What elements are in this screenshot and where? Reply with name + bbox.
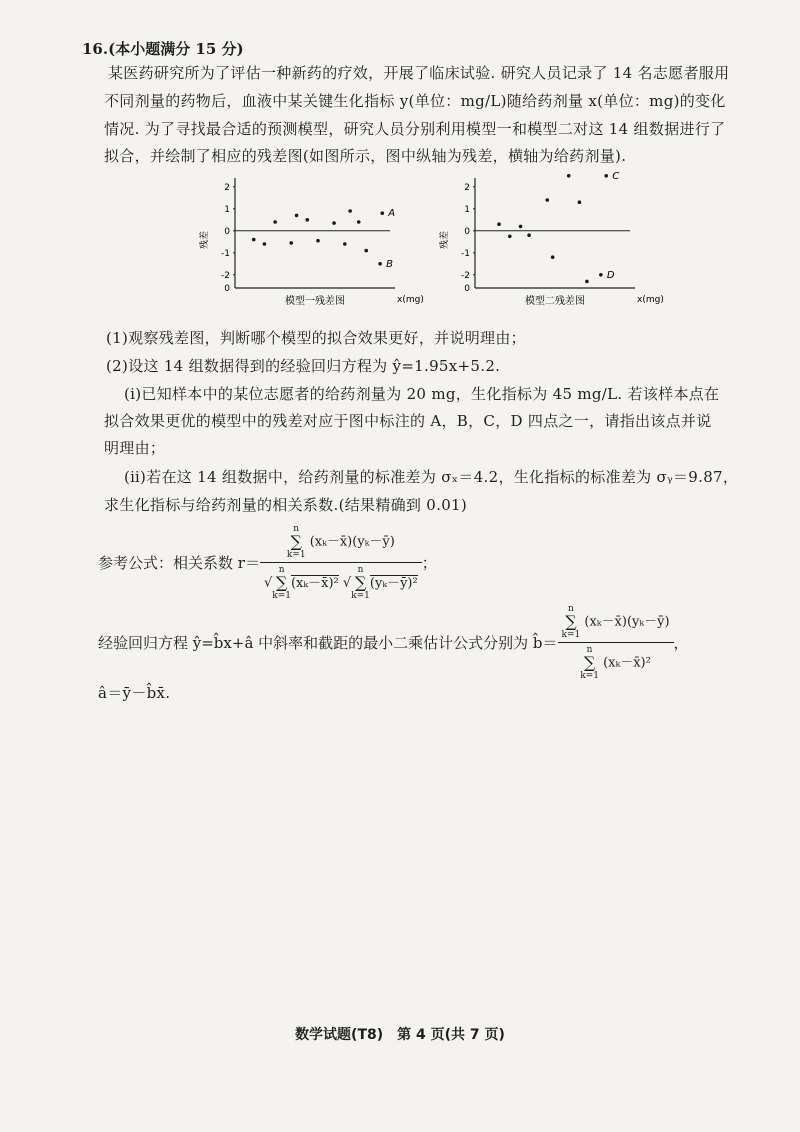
reference-formula-r <box>98 524 437 601</box>
sum-symbol: n ∑ k=1 <box>272 565 291 601</box>
part-1: (1)观察残差图，判断哪个模型的拟合效果更好，并说明理由； <box>106 329 526 347</box>
residual-point <box>599 273 603 277</box>
sum-bottom: k=1 <box>580 671 599 681</box>
y-tick-label: 0 <box>224 226 230 237</box>
residual-point <box>604 174 608 178</box>
question-number <box>82 38 244 59</box>
part-2-i-line-3: 明理由； <box>104 439 166 457</box>
reference-formula-b <box>98 604 689 681</box>
point-label-b: B <box>386 258 394 270</box>
y-axis-label: 残差 <box>200 230 210 250</box>
b-numerator <box>558 604 674 643</box>
question-score: (本小题满分 15 分) <box>108 40 244 58</box>
sum-bottom: k=1 <box>272 591 291 601</box>
sum-symbol: n ∑ k=1 <box>561 604 581 640</box>
residual-point <box>545 198 549 202</box>
point-label-a: A <box>388 208 396 220</box>
comma: ， <box>673 634 689 652</box>
part-2-ii-line-2: 求生化指标与给药剂量的相关系数.(结果精确到 0.01) <box>104 496 468 514</box>
part-2-ii-line-1: (ⅱ)若在这 14 组数据中，给药剂量的标准差为 σₓ＝4.2，生化指标的标准差为 σᵧ＝9.87， <box>124 468 739 486</box>
sum-top: n <box>586 645 593 655</box>
point-label-d: D <box>606 269 615 281</box>
intro-line-3: 情况. 为了寻找最合适的预测模型，研究人员分别利用模型一和模型二对这 14 组数据进行了 <box>104 120 726 138</box>
residual-point <box>316 239 320 243</box>
b-num-text: (xₖ－x̄)(yₖ－ȳ) <box>584 614 670 630</box>
y-axis-label: 残差 <box>440 230 450 250</box>
y-tick-label: 2 <box>224 182 230 193</box>
sum-top: n <box>293 524 300 534</box>
residual-point <box>551 255 555 259</box>
y-tick-label: -1 <box>461 248 470 259</box>
y-tick-label: 2 <box>464 182 470 193</box>
r-den2-text: (yₖ－ȳ)² <box>369 575 418 591</box>
sum-top: n <box>568 604 574 614</box>
x-axis-label: x(mg) <box>637 295 664 305</box>
r-den1-text: (xₖ－x̄)² <box>290 575 339 591</box>
origin-label: 0 <box>464 284 470 294</box>
reference-b-label: 经验回归方程 ŷ=b̂x+â 中斜率和截距的最小二乘估计公式分别为 b̂＝ <box>98 634 558 652</box>
question-number-text: 16. <box>82 40 109 58</box>
part-2: (2)设这 14 组数据得到的经验回归方程为 ŷ=1.95x+5.2. <box>106 357 501 375</box>
residual-point <box>273 220 277 224</box>
part-2-i-line-1: (ⅰ)已知样本中的某位志愿者的给药剂量为 20 mg，生化指标为 45 mg/L. 若该样本点在 <box>124 385 720 403</box>
residual-chart-model-2 <box>435 170 665 310</box>
residual-point <box>252 238 256 242</box>
page-footer: 数学试题(T8) 第 4 页(共 7 页) <box>295 1027 505 1043</box>
r-denominator: √ n ∑ k=1 (xₖ－x̄)² √ n ∑ k=1 (yₖ－ȳ)² <box>263 565 418 601</box>
r-num-text: (xₖ－x̄)(yₖ－ȳ) <box>309 534 395 550</box>
intro-line-1: 某医药研究所为了评估一种新药的疗效，开展了临床试验. 研究人员记录了 14 名志愿者服用 <box>108 64 730 82</box>
residual-point <box>289 241 293 245</box>
y-tick-label: -1 <box>221 248 230 259</box>
residual-point <box>357 220 361 224</box>
residual-point <box>585 280 589 284</box>
y-tick-label: -2 <box>221 270 230 281</box>
y-tick-label: -2 <box>461 270 470 281</box>
reference-formula-a: â＝ȳ－b̂x̄. <box>98 684 171 702</box>
intro-line-4: 拟合，并绘制了相应的残差图(如图所示，图中纵轴为残差，横轴为给药剂量). <box>104 147 627 165</box>
residual-point <box>348 209 352 213</box>
residual-point <box>295 214 299 218</box>
residual-point <box>332 221 336 225</box>
sum-bottom: k=1 <box>561 630 581 640</box>
residual-point <box>263 242 267 246</box>
residual-point <box>343 242 347 246</box>
semicolon: ； <box>421 554 437 572</box>
sum-bottom: k=1 <box>286 550 306 560</box>
residual-point <box>527 233 531 237</box>
residual-point <box>380 211 384 215</box>
point-label-c: C <box>612 170 620 182</box>
residual-point <box>364 249 368 253</box>
reference-label: 参考公式：相关系数 r＝ <box>98 554 260 572</box>
y-tick-label: 1 <box>224 204 230 215</box>
intro-line-2: 不同剂量的药物后，血液中某关键生化指标 y(单位：mg/L)随给药剂量 x(单位：mg)的变化 <box>104 92 726 110</box>
b-denominator <box>558 643 674 681</box>
b-fraction <box>558 604 674 681</box>
residual-point <box>378 262 382 266</box>
chart-title: 模型二残差图 <box>525 296 585 307</box>
x-axis-label: x(mg) <box>397 295 424 305</box>
sum-symbol: n ∑ k=1 <box>351 565 370 601</box>
sum-symbol: n ∑ k=1 <box>286 524 306 560</box>
residual-point <box>578 200 582 204</box>
y-tick-label: 1 <box>464 204 470 215</box>
chart-title: 模型一残差图 <box>285 296 345 307</box>
sum-symbol: n ∑ k=1 <box>580 645 599 681</box>
residual-point <box>305 218 309 222</box>
y-tick-label: 0 <box>464 226 470 237</box>
sum-top: n <box>357 565 364 575</box>
residual-point <box>567 174 571 178</box>
part-2-i-line-2: 拟合效果更优的模型中的残差对应于图中标注的 A，B，C，D 四点之一，请指出该点并说 <box>104 412 712 430</box>
residual-point <box>519 225 523 229</box>
residual-chart-model-1 <box>195 170 425 310</box>
b-den-text: (xₖ－x̄)² <box>603 655 651 671</box>
r-fraction <box>260 524 422 601</box>
sum-bottom: k=1 <box>351 591 370 601</box>
sum-top: n <box>278 565 285 575</box>
r-numerator <box>260 524 422 563</box>
origin-label: 0 <box>224 284 230 294</box>
residual-point <box>497 222 501 226</box>
residual-point <box>508 235 512 239</box>
